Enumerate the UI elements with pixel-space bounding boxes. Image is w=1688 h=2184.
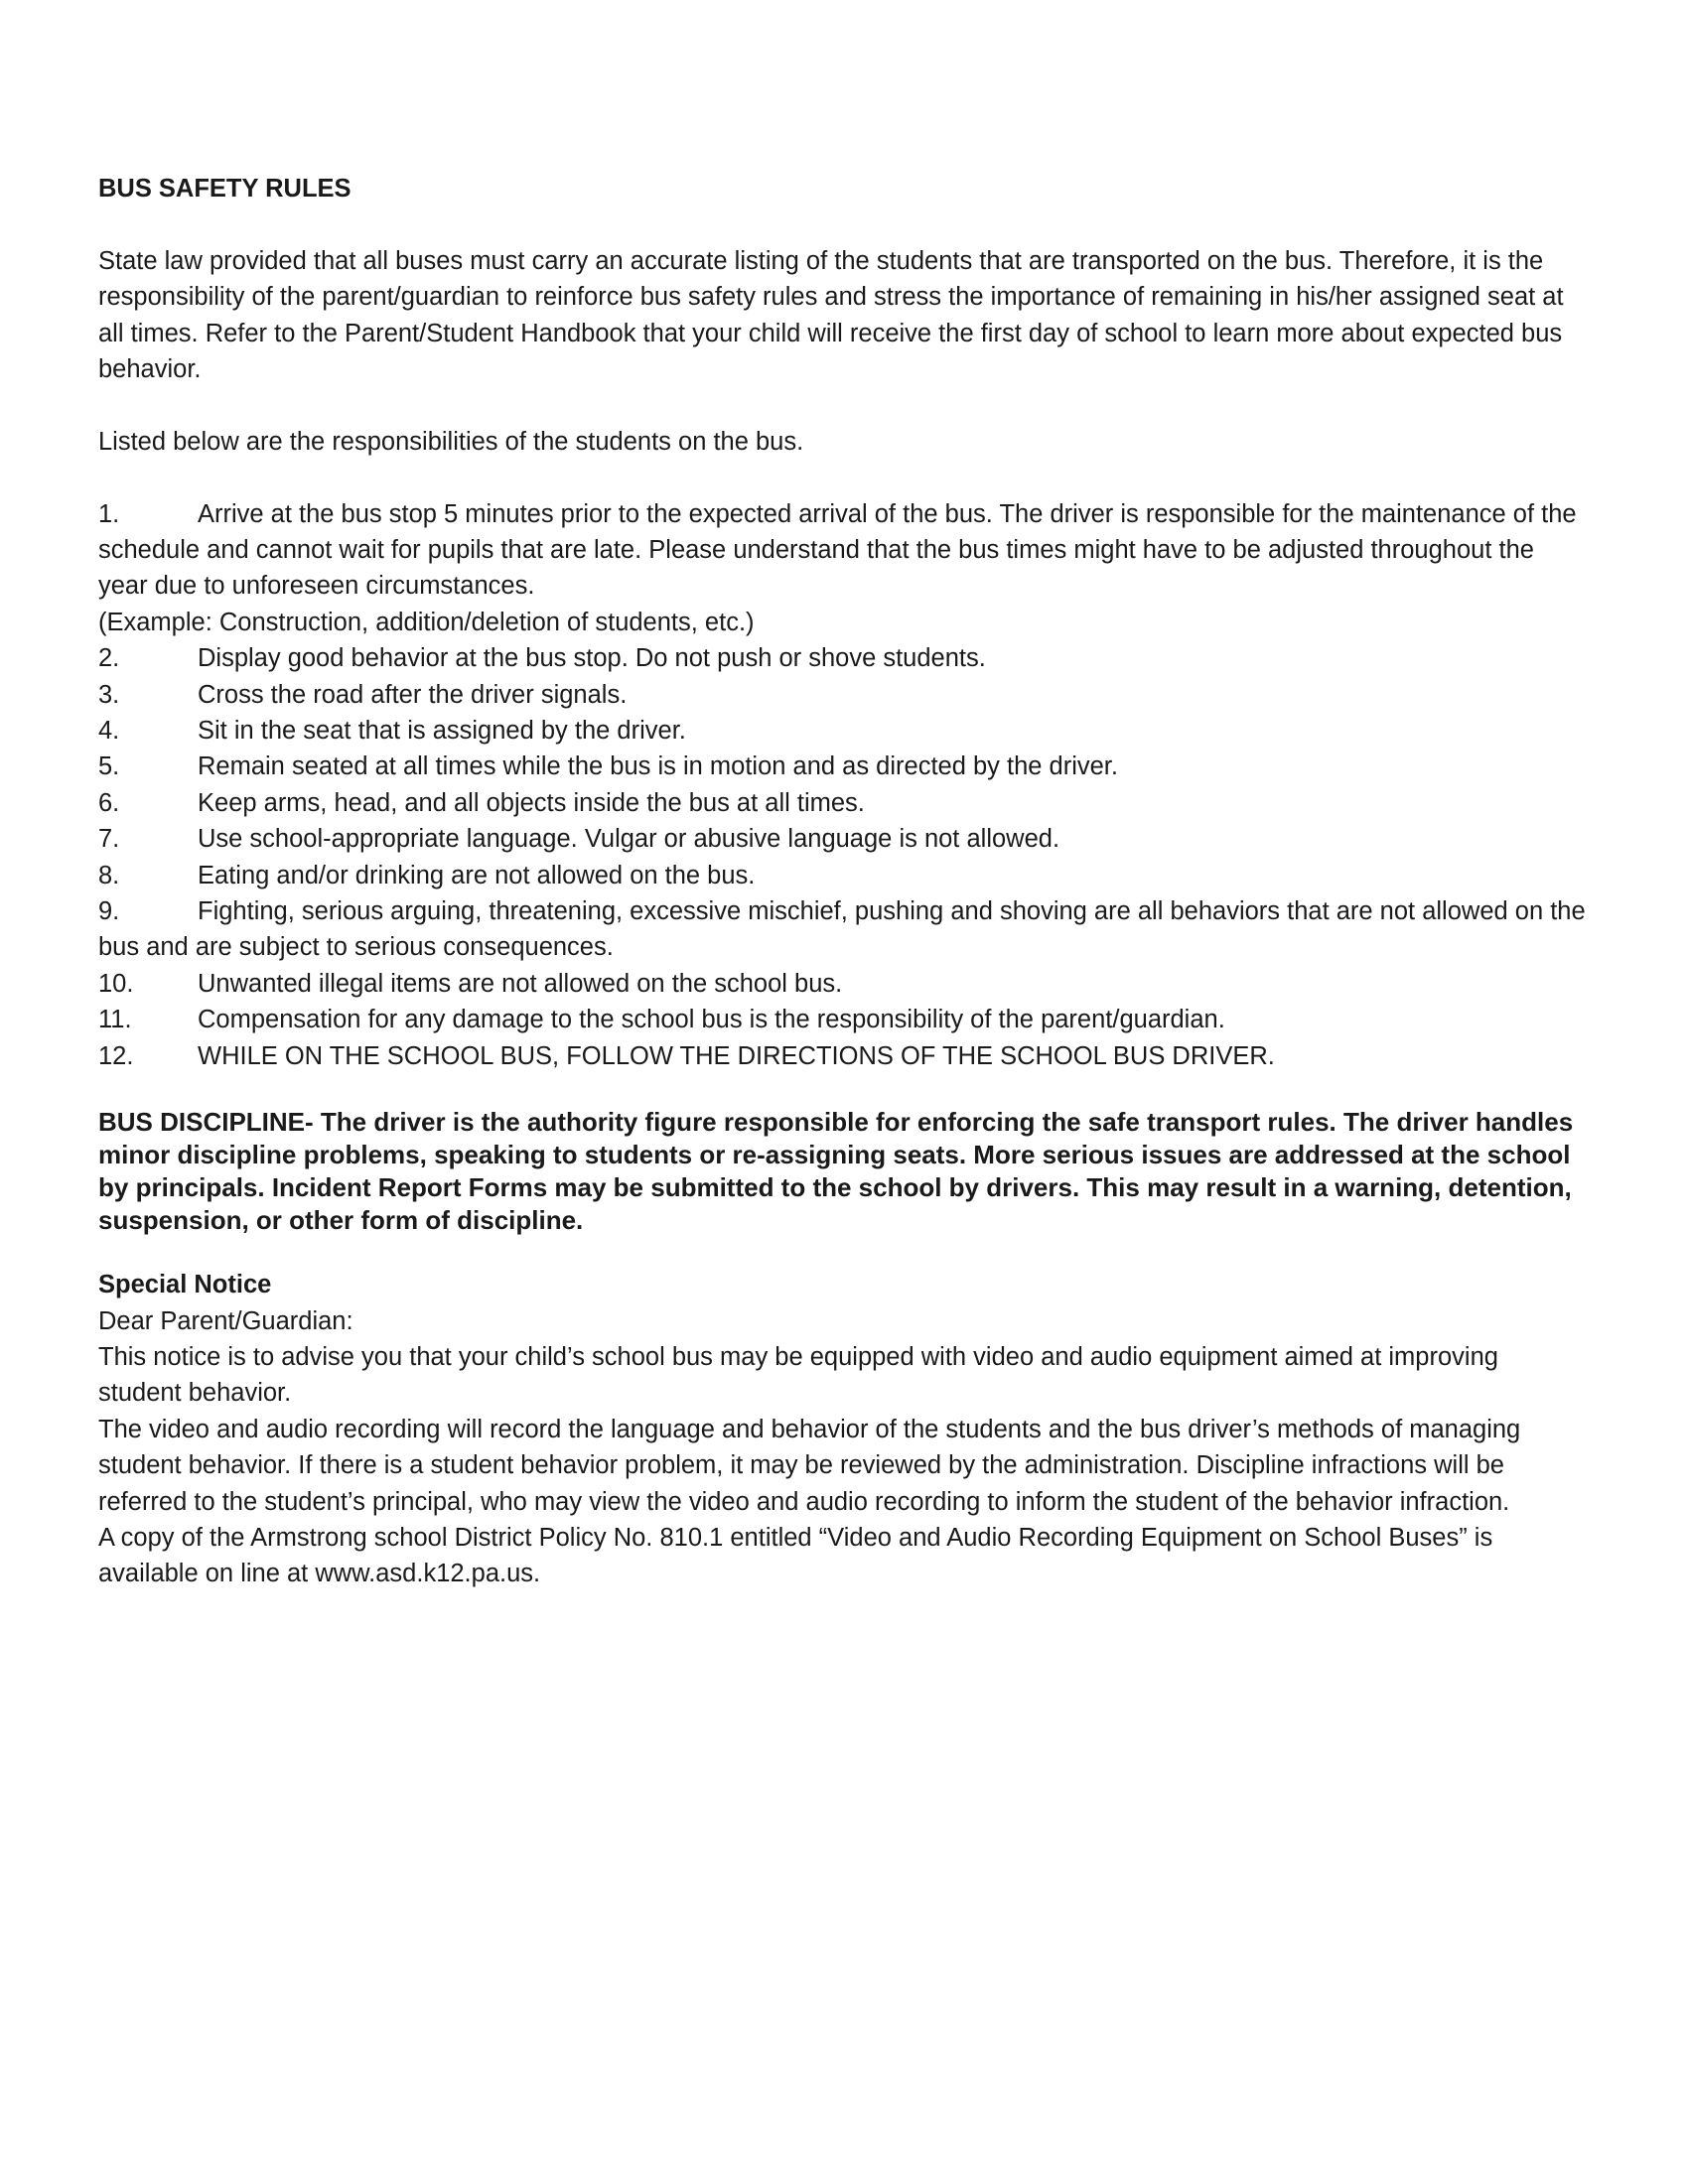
document-page	[98, 171, 1588, 1592]
rule-number: 11.	[98, 1006, 132, 1034]
list-item	[98, 1002, 1588, 1037]
notice-title: Special Notice	[98, 1271, 272, 1299]
page-title: BUS SAFETY RULES	[98, 175, 352, 203]
list-intro: Listed below are the responsibilities of the students on the bus.	[98, 427, 804, 456]
discipline-label: BUS DISCIPLINE-	[98, 1107, 314, 1138]
intro-paragraph: State law provided that all buses must carry an accurate listing of the students that are transported on the bus. Therefore, it is the responsibility of the parent/guardian to reinforce bus safety rules and stress the importance of remaining in his/her assigned seat at all times. Refer to the Parent/Student Handbook that your child will receive the first day of school to learn more about expected bus behavior.	[98, 246, 1564, 384]
rule-text: Cross the road after the driver signals.	[198, 680, 628, 709]
rule-number: 5.	[98, 752, 120, 781]
list-item	[98, 640, 1588, 676]
list-item	[98, 893, 1588, 966]
rule-text: WHILE ON THE SCHOOL BUS, FOLLOW THE DIRECTIONS OF THE SCHOOL BUS DRIVER.	[198, 1041, 1275, 1070]
discipline-text: The driver is the authority figure responsible for enforcing the safe transport rules. The driver handles minor discipline problems, speaking to students or re-assigning seats. More serious issues are addressed at the school by principals. Incident Report Forms may be submitted to the school by drivers. This may result in a warning, detention, suspension, or other form of discipline.	[98, 1107, 1574, 1236]
rule-number: 6.	[98, 788, 120, 817]
discipline-paragraph	[98, 1106, 1588, 1237]
list-item	[98, 966, 1588, 1002]
rule-number: 7.	[98, 825, 120, 854]
rule-number: 4.	[98, 717, 120, 746]
rule-text: Eating and/or drinking are not allowed on the bus.	[198, 861, 756, 889]
list-item	[98, 749, 1588, 784]
list-item	[98, 785, 1588, 821]
list-item	[98, 496, 1588, 605]
rule-text: Arrive at the bus stop 5 minutes prior to the expected arrival of the bus. The driver is responsible for the maintenance of the schedule and cannot wait for pupils that are late. Please understand that the bus times might have to be adjusted throughout the year due to unforeseen circumstances.	[98, 499, 1577, 601]
list-item	[98, 1038, 1588, 1074]
rule-text: Unwanted illegal items are not allowed on the school bus.	[198, 969, 843, 998]
list-item	[98, 713, 1588, 749]
notice-paragraph-3: A copy of the Armstrong school District Policy No. 810.1 entitled “Video and Audio Recording Equipment on School Buses” is available on line at www.asd.k12.pa.us.	[98, 1523, 1493, 1588]
rule-number: 2.	[98, 644, 120, 673]
rule-number: 3.	[98, 680, 120, 709]
rule-number: 9.	[98, 897, 120, 926]
notice-paragraph-1: This notice is to advise you that your child’s school bus may be equipped with video and audio equipment aimed at improving student behavior.	[98, 1342, 1498, 1408]
rules-list	[98, 496, 1588, 1075]
rule-note: (Example: Construction, addition/deletion of students, etc.)	[98, 608, 755, 636]
rule-number: 8.	[98, 861, 120, 889]
list-item	[98, 821, 1588, 857]
list-item	[98, 677, 1588, 713]
rule-text: Keep arms, head, and all objects inside the bus at all times.	[198, 788, 865, 817]
notice-salutation: Dear Parent/Guardian:	[98, 1306, 353, 1335]
special-notice	[98, 1267, 1588, 1592]
rule-text: Remain seated at all times while the bus is in motion and as directed by the driver.	[198, 752, 1118, 781]
rule-number: 12.	[98, 1041, 134, 1070]
notice-paragraph-2: The video and audio recording will record the language and behavior of the students and the bus driver’s methods of managing student behavior. If there is a student behavior problem, it may be reviewed by the administration. Discipline infractions will be referred to the student’s principal, who may view the video and audio recording to inform the student of the behavior infraction.	[98, 1415, 1521, 1516]
rule-text: Display good behavior at the bus stop. Do not push or shove students.	[198, 644, 986, 673]
list-item	[98, 858, 1588, 893]
rule-text: Fighting, serious arguing, threatening, excessive mischief, pushing and shoving are all behaviors that are not allowed on the bus and are subject to serious consequences.	[98, 897, 1586, 962]
rule-text: Use school-appropriate language. Vulgar or abusive language is not allowed.	[198, 825, 1060, 854]
rule-number: 10.	[98, 969, 134, 998]
rule-text: Sit in the seat that is assigned by the driver.	[198, 717, 686, 746]
rule-number: 1.	[98, 499, 120, 528]
rule-text: Compensation for any damage to the school bus is the responsibility of the parent/guardian.	[198, 1006, 1225, 1034]
